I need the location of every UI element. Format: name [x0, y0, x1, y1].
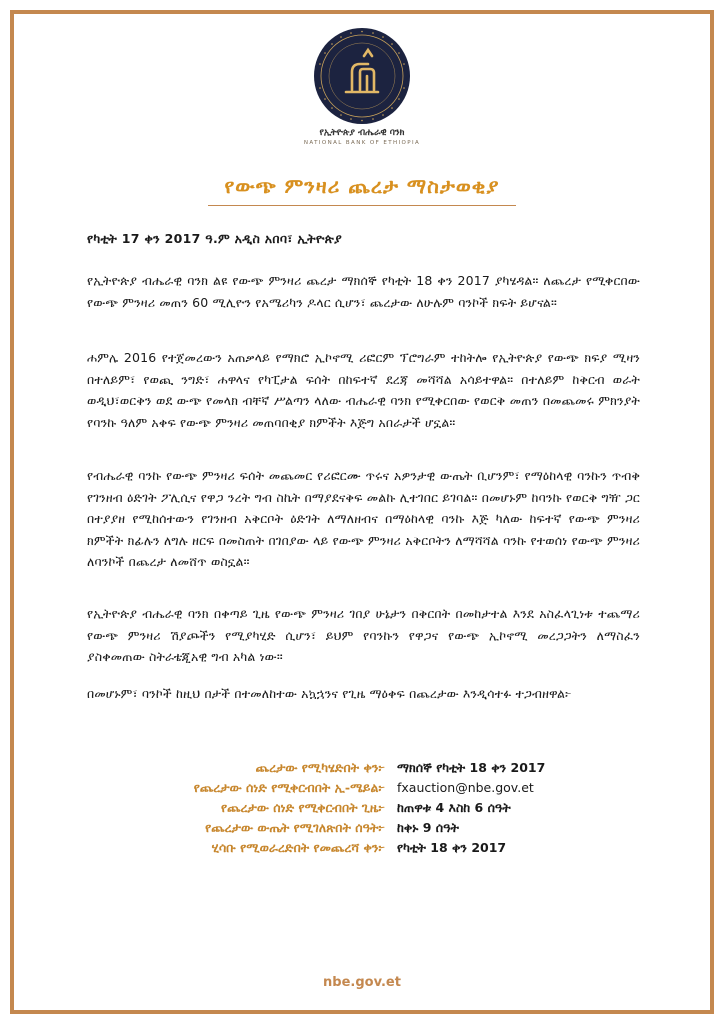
- detail-row-submission-email: [0, 780, 724, 800]
- bank-name-english: NATIONAL BANK OF ETHIOPIA: [303, 140, 421, 146]
- detail-value: ከጠዋቱ 4 እስከ 6 ሰዓት: [397, 800, 511, 815]
- detail-value: ከቀኑ 9 ሰዓት: [397, 820, 459, 835]
- detail-label: ጨረታው የሚካሄድበት ቀን፦: [255, 760, 385, 775]
- detail-row-auction-date: [0, 760, 724, 780]
- footer-website-link[interactable]: nbe.gov.et: [323, 975, 401, 990]
- notice-title: የውጭ ምንዛሪ ጨረታ ማስታወቂያ: [224, 174, 500, 198]
- detail-value: ማክሰኞ የካቲት 18 ቀን 2017: [397, 760, 546, 775]
- detail-label: ሂሳቡ የሚወራረድበት የመጨረሻ ቀን፦: [211, 840, 385, 855]
- nbe-seal-graphic: [312, 26, 412, 126]
- nbe-seal-icon: [312, 26, 412, 126]
- detail-label: የጨረታው ሰነድ የሚቀርብበት ጊዜ፦: [221, 800, 385, 815]
- notice-dateline: የካቲት 17 ቀን 2017 ዓ.ም አዲስ አበባ፣ ኢትዮጵያ: [87, 231, 342, 246]
- notice-paragraph: የብሔራዊ ባንኩ የውጭ ምንዛሪ ፍሰት መጨመር የሪፎርሙ ጥሩና አዎንታዊ ውጤት ቢሆንም፣ የማዕከላዊ ባንኩን ጥብቅ የገንዘብ ዕድገት ፖሊሲና የዋጋ ንረት ግብ ስኬት በማያደናቅፍ መልኩ ሊተገበር ይገባል። በመሆኑም ከባንኩ የወርቅ ግዥ ጋር በተያያዘ የሚከሰተውን የገንዘብ አቅርቦት ዕድገት ለማለዘብና በማዕከላዊ ባንኩ እጅ ካለው ከፍተኛ የውጭ ምንዛሪ ክምችት ክፊሉን ለግሉ ዘርፍ በመስጠት በገበያው ላይ የውጭ ምንዛሪ አቅርቦትን ለማሻሻል ባንኩ የተወሰነ የውጭ ምንዛሪ ለባንኮች በጨረታ ለመሸጥ ወስኗል።: [87, 468, 640, 570]
- detail-value-email[interactable]: fxauction@nbe.gov.et: [397, 780, 534, 795]
- bank-name-amharic: የኢትዮጵያ ብሔራዊ ባንክ: [319, 128, 405, 138]
- title-underline: [208, 205, 516, 206]
- detail-value: የካቲት 18 ቀን 2017: [397, 840, 507, 855]
- notice-paragraph: በመሆኑም፣ ባንኮች ከዚህ በታች በተመለከተው አኳኋንና የጊዜ ማዕቀፍ በጨረታው እንዲሳተፉ ተጋብዘዋል፦: [87, 686, 572, 701]
- detail-label: የጨረታው ሰነድ የሚቀርብበት ኢ-ሜይል፦: [193, 780, 385, 795]
- notice-paragraph: የኢትዮጵያ ብሔራዊ ባንክ ልዩ የውጭ ምንዛሪ ጨረታ ማክሰኞ የካቲት 18 ቀን 2017 ያካሄዳል። ለጨረታ የሚቀርበው የውጭ ምንዛሪ መጠን 60 ሚሊዮን የአሜሪካን ዶላር ሲሆን፣ ጨረታው ለሁሉም ባንኮች ክፍት ይሆናል።: [87, 273, 640, 310]
- detail-label: የጨረታው ውጤት የሚገለጽበት ሰዓት፦: [205, 820, 385, 835]
- notice-paragraph: ሐምሌ 2016 የተጀመረውን አጠቃላይ የማክሮ ኢኮኖሚ ሪፎርም ፕሮግራም ተከትሎ የኢትዮጵያ የውጭ ክፍያ ሚዛን በተለይም፣ የወጪ ንግድ፣ ሐዋላና የካፒታል ፍሰት በከፍተኛ ደረጃ መሻሻል አሳይተዋል። በተለይም ከቅርብ ወራት ወዲህ፣ወርቅን ወደ ውጭ የመላክ ብቸኛ ሥልጣን ላለው ብሔራዊ ባንክ የሚቀርበው የወርቅ መጠን በመጨመሩ ምክንያት የባንኩ ዓለም አቀፍ የውጭ ምንዛሪ መጠባበቂያ ክምችት እጅግ አበራታች ሆኗል።: [87, 350, 640, 430]
- notice-paragraph: የኢትዮጵያ ብሔራዊ ባንክ በቀጣይ ጊዜ የውጭ ምንዛሪ ገበያ ሁኔታን በቅርበት በመከታተል እንደ አስፈላጊነቱ ተጨማሪ የውጭ ምንዛሪ ሽያጮችን የሚያካሂድ ሲሆን፣ ይህም የባንኩን የዋጋና የውጭ ኢኮኖሚ መረጋጋትን ለማስፈን ያስቀመጠው ስትራቴጂአዊ ግብ አካል ነው።: [87, 606, 640, 665]
- detail-row-settlement-date: [0, 840, 724, 860]
- detail-row-submission-time: [0, 800, 724, 820]
- detail-row-result-time: [0, 820, 724, 840]
